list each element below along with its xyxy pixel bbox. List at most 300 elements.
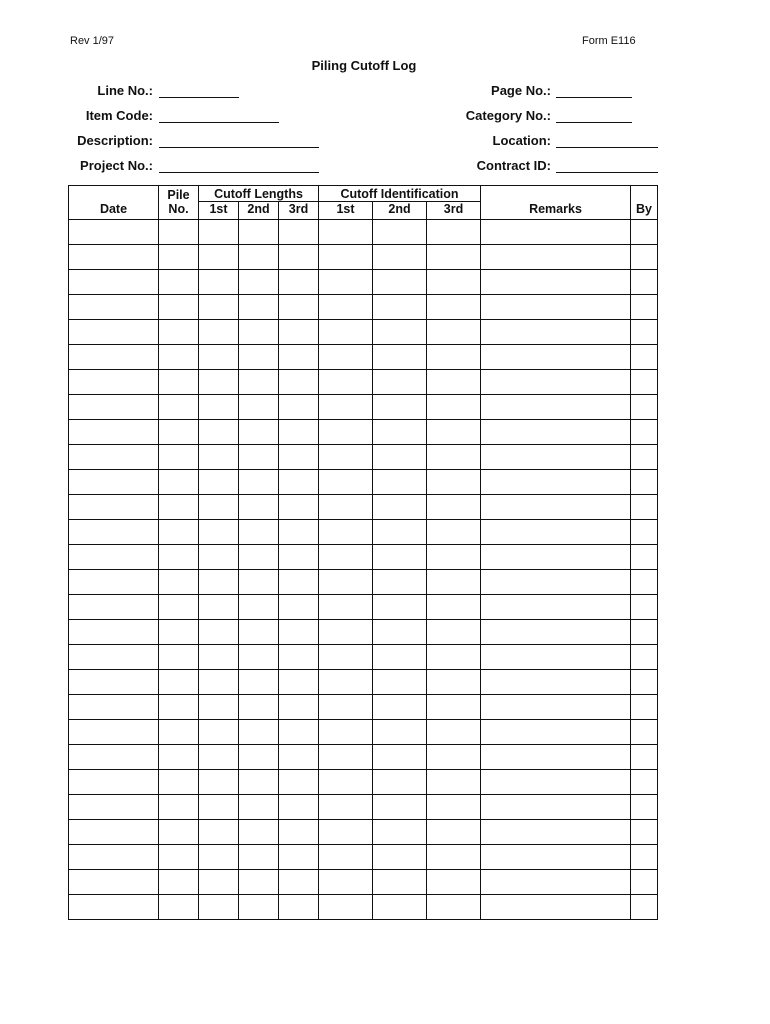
by-cell[interactable] [631,695,658,720]
item-code-field[interactable] [159,122,279,123]
length-1st-cell[interactable] [199,695,239,720]
ident-3rd-cell[interactable] [427,845,481,870]
length-2nd-cell[interactable] [239,845,279,870]
date-cell[interactable] [69,395,159,420]
length-1st-cell[interactable] [199,620,239,645]
ident-1st-cell[interactable] [319,645,373,670]
remarks-cell[interactable] [481,270,631,295]
remarks-cell[interactable] [481,770,631,795]
length-3rd-cell[interactable] [279,720,319,745]
pile-no-cell[interactable] [159,470,199,495]
date-cell[interactable] [69,520,159,545]
length-2nd-cell[interactable] [239,345,279,370]
length-2nd-cell[interactable] [239,820,279,845]
ident-1st-cell[interactable] [319,470,373,495]
pile-no-cell[interactable] [159,370,199,395]
date-cell[interactable] [69,570,159,595]
by-cell[interactable] [631,470,658,495]
ident-1st-cell[interactable] [319,595,373,620]
date-cell[interactable] [69,720,159,745]
date-cell[interactable] [69,895,159,920]
pile-no-cell[interactable] [159,270,199,295]
length-3rd-cell[interactable] [279,870,319,895]
date-cell[interactable] [69,420,159,445]
ident-2nd-cell[interactable] [373,270,427,295]
length-2nd-cell[interactable] [239,720,279,745]
ident-2nd-cell[interactable] [373,870,427,895]
date-cell[interactable] [69,820,159,845]
pile-no-cell[interactable] [159,595,199,620]
ident-1st-cell[interactable] [319,345,373,370]
length-1st-cell[interactable] [199,295,239,320]
ident-2nd-cell[interactable] [373,245,427,270]
ident-3rd-cell[interactable] [427,545,481,570]
ident-2nd-cell[interactable] [373,295,427,320]
ident-1st-cell[interactable] [319,895,373,920]
line-no-field[interactable] [159,97,239,98]
table-row [69,695,658,720]
remarks-cell[interactable] [481,445,631,470]
pile-no-cell[interactable] [159,745,199,770]
ident-2nd-cell[interactable] [373,595,427,620]
ident-3rd-cell[interactable] [427,495,481,520]
ident-3rd-cell[interactable] [427,745,481,770]
ident-1st-cell[interactable] [319,445,373,470]
ident-1st-cell[interactable] [319,570,373,595]
date-cell[interactable] [69,470,159,495]
length-1st-cell[interactable] [199,245,239,270]
length-3rd-cell[interactable] [279,470,319,495]
ident-3rd-cell[interactable] [427,720,481,745]
length-1st-cell[interactable] [199,795,239,820]
length-3rd-cell[interactable] [279,570,319,595]
by-cell[interactable] [631,520,658,545]
ident-2nd-cell[interactable] [373,570,427,595]
pile-no-cell[interactable] [159,645,199,670]
ident-1st-cell[interactable] [319,520,373,545]
pile-no-cell[interactable] [159,445,199,470]
remarks-cell[interactable] [481,895,631,920]
date-cell[interactable] [69,595,159,620]
remarks-cell[interactable] [481,220,631,245]
length-1st-cell[interactable] [199,395,239,420]
pile-no-cell[interactable] [159,220,199,245]
length-1st-cell[interactable] [199,745,239,770]
length-3rd-cell[interactable] [279,270,319,295]
ident-2nd-cell[interactable] [373,320,427,345]
date-cell[interactable] [69,845,159,870]
date-cell[interactable] [69,345,159,370]
ident-3rd-cell[interactable] [427,320,481,345]
length-3rd-cell[interactable] [279,395,319,420]
ident-2nd-cell[interactable] [373,720,427,745]
table-row [69,220,658,245]
remarks-cell[interactable] [481,320,631,345]
length-1st-cell[interactable] [199,545,239,570]
ident-3rd-cell[interactable] [427,395,481,420]
by-cell[interactable] [631,795,658,820]
length-3rd-cell[interactable] [279,595,319,620]
pile-no-cell[interactable] [159,845,199,870]
by-cell[interactable] [631,595,658,620]
by-cell[interactable] [631,345,658,370]
ident-1st-cell[interactable] [319,745,373,770]
by-cell[interactable] [631,270,658,295]
ident-3rd-cell[interactable] [427,445,481,470]
remarks-cell[interactable] [481,845,631,870]
ident-1st-cell[interactable] [319,620,373,645]
length-3rd-cell[interactable] [279,445,319,470]
ident-2nd-cell[interactable] [373,645,427,670]
ident-1st-cell[interactable] [319,870,373,895]
ident-3rd-cell[interactable] [427,820,481,845]
length-2nd-cell[interactable] [239,795,279,820]
length-1st-cell[interactable] [199,770,239,795]
length-3rd-cell[interactable] [279,770,319,795]
category-no-field[interactable] [556,122,632,123]
length-1st-cell[interactable] [199,495,239,520]
length-2nd-cell[interactable] [239,695,279,720]
pile-no-cell[interactable] [159,620,199,645]
pile-no-cell[interactable] [159,395,199,420]
ident-3rd-cell[interactable] [427,595,481,620]
remarks-cell[interactable] [481,495,631,520]
ident-3rd-cell[interactable] [427,345,481,370]
ident-1st-cell[interactable] [319,320,373,345]
pile-no-cell[interactable] [159,820,199,845]
length-2nd-cell[interactable] [239,770,279,795]
length-3rd-cell[interactable] [279,795,319,820]
length-2nd-cell[interactable] [239,445,279,470]
by-cell[interactable] [631,495,658,520]
table-row [69,420,658,445]
ident-1st-cell[interactable] [319,270,373,295]
length-3rd-cell[interactable] [279,495,319,520]
length-2nd-cell[interactable] [239,270,279,295]
cutoff-lengths-header: Cutoff Lengths [199,186,319,202]
date-cell[interactable] [69,545,159,570]
length-2nd-cell[interactable] [239,520,279,545]
length-1st-cell[interactable] [199,345,239,370]
ident-3rd-cell[interactable] [427,770,481,795]
by-cell[interactable] [631,395,658,420]
pile-no-cell[interactable] [159,770,199,795]
ident-1st-cell[interactable] [319,495,373,520]
pile-no-cell[interactable] [159,695,199,720]
length-3rd-cell[interactable] [279,845,319,870]
pile-no-cell[interactable] [159,895,199,920]
length-2nd-cell[interactable] [239,670,279,695]
by-cell[interactable] [631,895,658,920]
length-2nd-cell[interactable] [239,220,279,245]
ident-3rd-cell[interactable] [427,795,481,820]
contract-id-field[interactable] [556,172,658,173]
ident-1st-cell[interactable] [319,370,373,395]
by-cell[interactable] [631,370,658,395]
ident-1st-cell[interactable] [319,395,373,420]
pile-no-cell[interactable] [159,570,199,595]
ident-1st-cell[interactable] [319,720,373,745]
ident-2nd-cell[interactable] [373,820,427,845]
table-row [69,470,658,495]
ident-2nd-cell[interactable] [373,220,427,245]
location-field[interactable] [556,147,658,148]
ident-2nd-cell[interactable] [373,545,427,570]
table-row [69,395,658,420]
remarks-cell[interactable] [481,620,631,645]
description-label: Description: [77,133,153,148]
by-cell[interactable] [631,745,658,770]
remarks-cell[interactable] [481,295,631,320]
by-cell[interactable] [631,620,658,645]
ident-1st-cell[interactable] [319,845,373,870]
length-2nd-cell[interactable] [239,295,279,320]
date-cell[interactable] [69,645,159,670]
length-3rd-cell[interactable] [279,895,319,920]
by-cell[interactable] [631,670,658,695]
ident-2nd-cell[interactable] [373,670,427,695]
by-cell[interactable] [631,870,658,895]
length-1st-cell[interactable] [199,895,239,920]
date-cell[interactable] [69,220,159,245]
length-1st-cell[interactable] [199,420,239,445]
page-no-label: Page No.: [491,83,551,98]
ident-2nd-cell[interactable] [373,345,427,370]
by-cell[interactable] [631,720,658,745]
ident-2nd-cell[interactable] [373,520,427,545]
length-1st-cell[interactable] [199,370,239,395]
pile-no-cell[interactable] [159,795,199,820]
by-cell[interactable] [631,820,658,845]
remarks-cell[interactable] [481,645,631,670]
length-2nd-cell[interactable] [239,595,279,620]
table-row [69,720,658,745]
date-cell[interactable] [69,795,159,820]
ident-3rd-cell[interactable] [427,220,481,245]
ident-2nd-cell[interactable] [373,620,427,645]
length-3rd-cell[interactable] [279,295,319,320]
ident-3rd-cell[interactable] [427,520,481,545]
length-3rd-cell[interactable] [279,745,319,770]
length-2nd-cell[interactable] [239,620,279,645]
length-1st-cell[interactable] [199,845,239,870]
remarks-cell[interactable] [481,820,631,845]
remarks-cell[interactable] [481,570,631,595]
ident-2nd-cell[interactable] [373,695,427,720]
date-cell[interactable] [69,745,159,770]
ident-1st-cell[interactable] [319,695,373,720]
ident-1st-cell[interactable] [319,795,373,820]
length-2nd-cell[interactable] [239,370,279,395]
pile-no-cell[interactable] [159,345,199,370]
pile-no-cell[interactable] [159,320,199,345]
length-1st-cell[interactable] [199,870,239,895]
by-cell[interactable] [631,220,658,245]
date-cell[interactable] [69,770,159,795]
length-3rd-cell[interactable] [279,220,319,245]
length-2nd-cell[interactable] [239,570,279,595]
ident-1st-cell[interactable] [319,420,373,445]
description-field[interactable] [159,147,319,148]
date-cell[interactable] [69,620,159,645]
remarks-cell[interactable] [481,670,631,695]
date-cell[interactable] [69,270,159,295]
ident-2nd-cell[interactable] [373,795,427,820]
pile-no-cell[interactable] [159,295,199,320]
ident-1st-cell[interactable] [319,820,373,845]
length-3rd-cell[interactable] [279,545,319,570]
length-1st-cell[interactable] [199,470,239,495]
ident-3rd-cell[interactable] [427,420,481,445]
length-2nd-cell[interactable] [239,395,279,420]
length-2nd-cell[interactable] [239,745,279,770]
ident-3rd-cell[interactable] [427,370,481,395]
remarks-cell[interactable] [481,720,631,745]
date-cell[interactable] [69,695,159,720]
length-3rd-cell[interactable] [279,820,319,845]
remarks-cell[interactable] [481,370,631,395]
page-no-field[interactable] [556,97,632,98]
length-1st-cell[interactable] [199,720,239,745]
date-cell[interactable] [69,320,159,345]
ident-1st-cell[interactable] [319,220,373,245]
remarks-cell[interactable] [481,470,631,495]
remarks-cell[interactable] [481,345,631,370]
length-1st-cell[interactable] [199,595,239,620]
length-3rd-cell[interactable] [279,345,319,370]
remarks-cell[interactable] [481,245,631,270]
ident-3rd-cell[interactable] [427,295,481,320]
by-cell[interactable] [631,320,658,345]
length-3rd-cell[interactable] [279,620,319,645]
ident-3rd-cell[interactable] [427,670,481,695]
length-3rd-cell[interactable] [279,670,319,695]
remarks-cell[interactable] [481,595,631,620]
length-1st-cell[interactable] [199,520,239,545]
length-2nd-cell[interactable] [239,870,279,895]
ident-2nd-cell[interactable] [373,445,427,470]
remarks-cell[interactable] [481,695,631,720]
ident-2nd-cell[interactable] [373,420,427,445]
category-no-label: Category No.: [465,108,551,123]
ident-3rd-cell[interactable] [427,695,481,720]
length-1st-cell[interactable] [199,670,239,695]
length-2nd-cell[interactable] [239,645,279,670]
length-3rd-cell[interactable] [279,645,319,670]
ident-1st-cell[interactable] [319,245,373,270]
remarks-cell[interactable] [481,545,631,570]
date-cell[interactable] [69,370,159,395]
length-1st-cell[interactable] [199,445,239,470]
ident-3rd-cell[interactable] [427,270,481,295]
ident-2nd-cell[interactable] [373,470,427,495]
length-3rd-cell[interactable] [279,695,319,720]
length-1st-cell[interactable] [199,270,239,295]
date-cell[interactable] [69,495,159,520]
ident-1st-cell[interactable] [319,770,373,795]
date-cell[interactable] [69,445,159,470]
by-cell[interactable] [631,445,658,470]
length-1st-cell[interactable] [199,820,239,845]
by-cell[interactable] [631,845,658,870]
length-1st-cell[interactable] [199,220,239,245]
ident-3rd-cell[interactable] [427,895,481,920]
remarks-cell[interactable] [481,795,631,820]
pile-no-cell[interactable] [159,720,199,745]
ident-3rd-cell[interactable] [427,245,481,270]
table-row [69,620,658,645]
ident-1st-cell[interactable] [319,545,373,570]
pile-no-cell[interactable] [159,520,199,545]
remarks-cell[interactable] [481,395,631,420]
length-2nd-cell[interactable] [239,320,279,345]
pile-no-cell[interactable] [159,420,199,445]
length-1st-cell[interactable] [199,320,239,345]
table-row [69,795,658,820]
length-3rd-cell[interactable] [279,520,319,545]
date-cell[interactable] [69,670,159,695]
length-1st-cell[interactable] [199,570,239,595]
length-2nd-cell[interactable] [239,495,279,520]
ident-2nd-cell[interactable] [373,745,427,770]
length-2nd-cell[interactable] [239,895,279,920]
ident-3rd-cell[interactable] [427,470,481,495]
ident-3rd-cell[interactable] [427,620,481,645]
length-2nd-cell[interactable] [239,420,279,445]
pile-no-cell[interactable] [159,545,199,570]
date-cell[interactable] [69,245,159,270]
remarks-cell[interactable] [481,870,631,895]
length-3rd-cell[interactable] [279,370,319,395]
pile-no-cell[interactable] [159,670,199,695]
pile-no-cell[interactable] [159,245,199,270]
pile-no-cell[interactable] [159,495,199,520]
by-cell[interactable] [631,420,658,445]
by-cell[interactable] [631,545,658,570]
ident-3rd-cell[interactable] [427,645,481,670]
date-cell[interactable] [69,870,159,895]
ident-1st-cell[interactable] [319,295,373,320]
ident-2nd-cell[interactable] [373,495,427,520]
by-cell[interactable] [631,645,658,670]
length-2nd-cell[interactable] [239,245,279,270]
ident-2nd-cell[interactable] [373,370,427,395]
ident-3rd-cell[interactable] [427,870,481,895]
ident-1st-cell[interactable] [319,670,373,695]
pile-no-cell[interactable] [159,870,199,895]
by-cell[interactable] [631,245,658,270]
remarks-cell[interactable] [481,745,631,770]
length-3rd-cell[interactable] [279,245,319,270]
ident-3rd-cell[interactable] [427,570,481,595]
length-1st-cell[interactable] [199,645,239,670]
length-2nd-cell[interactable] [239,470,279,495]
length-3rd-cell[interactable] [279,420,319,445]
date-cell[interactable] [69,295,159,320]
by-cell[interactable] [631,570,658,595]
remarks-cell[interactable] [481,420,631,445]
length-2nd-cell[interactable] [239,545,279,570]
ident-2nd-cell[interactable] [373,395,427,420]
by-cell[interactable] [631,295,658,320]
by-cell[interactable] [631,770,658,795]
ident-2nd-cell[interactable] [373,845,427,870]
project-no-field[interactable] [159,172,319,173]
ident-2nd-cell[interactable] [373,895,427,920]
length-3rd-cell[interactable] [279,320,319,345]
remarks-cell[interactable] [481,520,631,545]
ident-2nd-cell[interactable] [373,770,427,795]
